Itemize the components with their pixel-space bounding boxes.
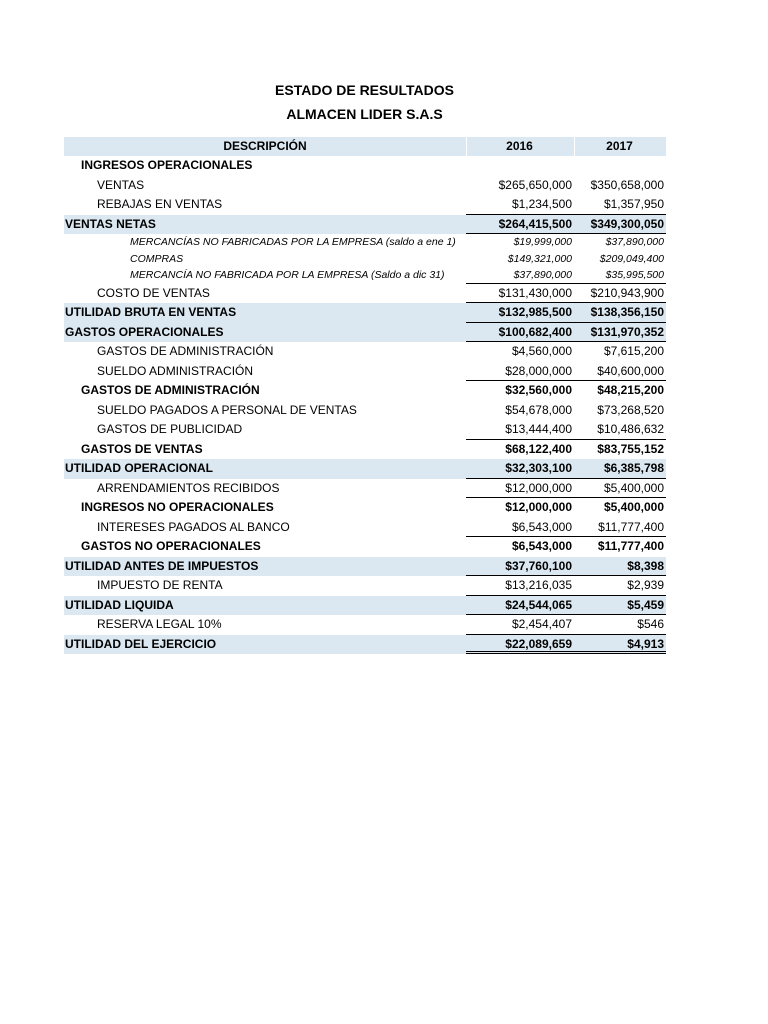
table-row (64, 576, 666, 596)
table-row-total (64, 303, 666, 323)
value-2016: $4,560,000 (511, 344, 572, 358)
table-row-total (64, 215, 666, 235)
value-2016 (466, 156, 574, 176)
table-header-row (64, 137, 666, 156)
value-2017: $37,890,000 (605, 236, 664, 248)
row-label: SUELDO PAGADOS A PERSONAL DE VENTAS (97, 402, 357, 417)
value-2016: $19,999,000 (513, 236, 572, 248)
table-row (64, 342, 666, 362)
value-2017: $83,755,152 (597, 441, 664, 456)
value-2016: $68,122,400 (505, 441, 572, 456)
column-header-2016: 2016 (466, 137, 574, 156)
value-2017: $6,385,798 (574, 459, 666, 479)
row-label: UTILIDAD LIQUIDA (65, 597, 174, 612)
row-label: COMPRAS (130, 252, 184, 265)
table-row-total (64, 596, 666, 616)
value-2016: $32,303,100 (466, 459, 574, 479)
row-label: GASTOS NO OPERACIONALES (81, 539, 261, 553)
value-2017: $48,215,200 (597, 383, 664, 397)
table-row (64, 518, 666, 538)
value-2016: $132,985,500 (466, 303, 574, 323)
row-label: INGRESOS OPERACIONALES (81, 158, 253, 172)
row-label: MERCANCÍA NO FABRICADA POR LA EMPRESA (Saldo a dic 31) (130, 269, 445, 281)
column-header-description: DESCRIPCIÓN (223, 139, 307, 153)
value-2017: $11,777,400 (597, 539, 664, 553)
row-label: RESERVA LEGAL 10% (97, 617, 222, 631)
row-label: UTILIDAD OPERACIONAL (65, 461, 213, 475)
value-2017: $10,486,632 (574, 420, 666, 440)
table-row-subtotal (64, 381, 666, 401)
value-2017: $2,939 (574, 576, 666, 596)
row-label: SUELDO ADMINISTRACIÓN (97, 363, 254, 378)
row-label: VENTAS NETAS (65, 216, 156, 231)
value-2017: $5,459 (574, 596, 666, 616)
row-label: UTILIDAD BRUTA EN VENTAS (65, 305, 237, 319)
row-label: ARRENDAMIENTOS RECIBIDOS (97, 480, 280, 495)
value-2017: $4,913 (574, 635, 666, 655)
table-row-note (64, 251, 666, 268)
value-2017: $131,970,352 (574, 323, 666, 343)
value-2016: $265,650,000 (498, 177, 572, 192)
value-2016: $6,543,000 (466, 518, 574, 538)
table-row (64, 284, 666, 304)
table-row (64, 362, 666, 382)
value-2016: $37,890,000 (466, 267, 574, 284)
report-title: ESTADO DE RESULTADOS (275, 82, 454, 98)
row-label: MERCANCÍAS NO FABRICADAS POR LA EMPRESA (saldo a ene 1) (130, 236, 456, 248)
value-2017: $5,400,000 (603, 500, 664, 514)
table-row-subtotal (64, 537, 666, 557)
row-label: COSTO DE VENTAS (97, 285, 210, 300)
table-row-subtotal (64, 498, 666, 518)
value-2017: $73,268,520 (597, 402, 664, 417)
row-label: INGRESOS NO OPERACIONALES (81, 500, 274, 514)
table-row-total (64, 323, 666, 343)
table-row (64, 156, 666, 176)
row-label: REBAJAS EN VENTAS (97, 197, 223, 211)
value-2017 (574, 156, 666, 176)
value-2016: $13,216,035 (466, 576, 574, 596)
company-name: ALMACEN LIDER S.A.S (286, 106, 443, 122)
row-label: INTERESES PAGADOS AL BANCO (97, 519, 290, 534)
value-2017: $546 (574, 615, 666, 635)
table-row-note (64, 267, 666, 284)
value-2017: $40,600,000 (574, 362, 666, 382)
row-label: GASTOS OPERACIONALES (65, 324, 224, 339)
row-label: VENTAS (97, 177, 145, 192)
value-2017: $209,049,400 (599, 252, 664, 265)
value-2016: $54,678,000 (505, 402, 572, 417)
table-row (64, 176, 666, 196)
value-2016: $13,444,400 (466, 420, 574, 440)
value-2017: $8,398 (574, 557, 666, 577)
table-row-total (64, 459, 666, 479)
value-2017: $349,300,050 (574, 215, 666, 235)
value-2016: $24,544,065 (466, 596, 574, 616)
value-2016: $12,000,000 (466, 479, 574, 499)
column-header-2017: 2017 (574, 137, 666, 156)
table-row (64, 615, 666, 635)
row-label: GASTOS DE ADMINISTRACIÓN (81, 383, 260, 397)
value-2016: $37,760,100 (466, 557, 574, 577)
value-2017: $1,357,950 (574, 195, 666, 215)
table-row (64, 401, 666, 421)
value-2016: $149,321,000 (507, 252, 572, 265)
value-2016: $131,430,000 (466, 284, 574, 304)
table-row-note (64, 234, 666, 251)
value-2017: $5,400,000 (574, 479, 666, 499)
value-2016: $12,000,000 (505, 500, 572, 514)
table-row-total (64, 635, 666, 655)
value-2016: $100,682,400 (466, 323, 574, 343)
value-2017: $11,777,400 (574, 518, 666, 538)
value-2016: $6,543,000 (511, 539, 572, 553)
row-label: UTILIDAD ANTES DE IMPUESTOS (65, 558, 259, 573)
value-2017: $210,943,900 (574, 284, 666, 304)
value-2016: $22,089,659 (466, 635, 574, 655)
value-2017: $350,658,000 (590, 177, 664, 192)
value-2017: $35,995,500 (574, 267, 666, 284)
row-label: IMPUESTO DE RENTA (97, 578, 223, 592)
value-2016: $2,454,407 (466, 615, 574, 635)
table-row (64, 479, 666, 499)
table-row-total (64, 557, 666, 577)
row-label: GASTOS DE VENTAS (81, 441, 203, 456)
value-2016: $264,415,500 (466, 215, 574, 235)
income-statement-table (64, 137, 666, 654)
row-label: UTILIDAD DEL EJERCICIO (65, 636, 217, 651)
table-row-subtotal (64, 440, 666, 460)
value-2017: $7,615,200 (603, 344, 664, 358)
value-2016: $28,000,000 (466, 362, 574, 382)
value-2017: $138,356,150 (574, 303, 666, 323)
row-label: GASTOS DE PUBLICIDAD (97, 422, 243, 436)
value-2016: $32,560,000 (505, 383, 572, 397)
table-row (64, 195, 666, 215)
row-label: GASTOS DE ADMINISTRACIÓN (97, 344, 274, 358)
table-row (64, 420, 666, 440)
value-2016: $1,234,500 (466, 195, 574, 215)
